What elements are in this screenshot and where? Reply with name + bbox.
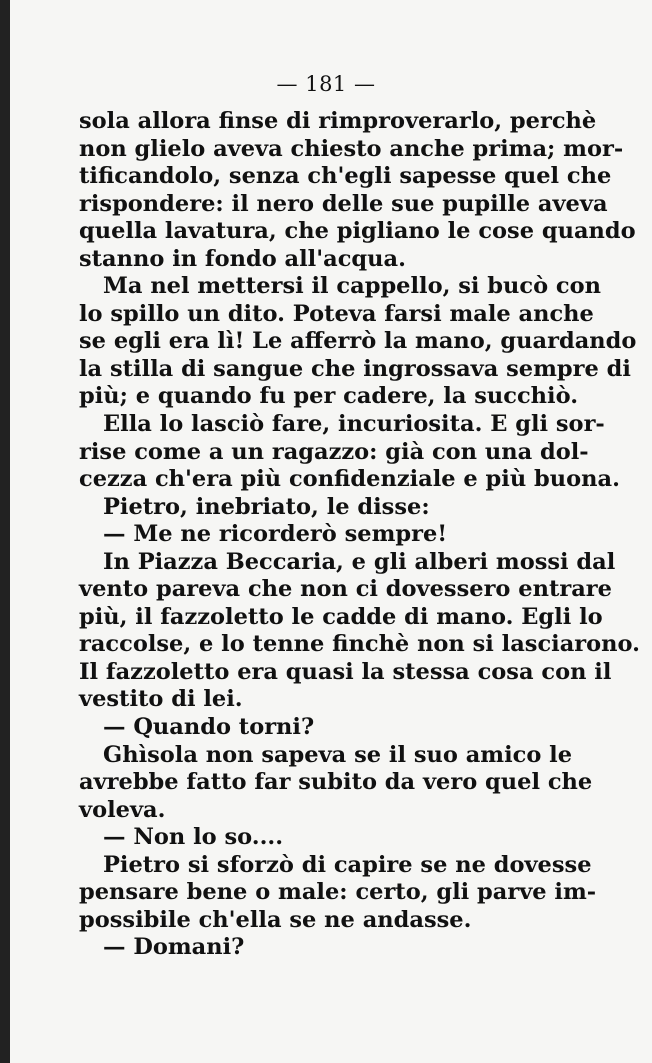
text-line: avrebbe fatto far subito da vero quel che — [79, 769, 593, 796]
binding-gutter — [0, 0, 10, 1063]
text-line: se egli era lì! Le afferrò la mano, guardando — [79, 328, 637, 355]
text-line: Ghìsola non sapeva se il suo amico le — [103, 741, 573, 768]
text-line: vestito di lei. — [79, 686, 243, 713]
text-line: Il fazzoletto era quasi la stessa cosa con il — [79, 658, 612, 685]
text-line: raccolse, e lo tenne finchè non si lasciarono. — [79, 631, 640, 658]
text-line: — Me ne ricorderò sempre! — [103, 521, 448, 548]
text-line: Ma nel mettersi il cappello, si bucò con — [103, 273, 601, 300]
text-line: quella lavatura, che pigliano le cose quando — [79, 218, 636, 245]
text-line: la stilla di sangue che ingrossava sempre di — [79, 355, 631, 382]
text-line: voleva. — [79, 796, 166, 823]
text-line: possibile ch'ella se ne andasse. — [79, 906, 472, 933]
text-line: Pietro si sforzò di capire se ne dovesse — [103, 851, 592, 878]
text-line: stanno in fondo all'acqua. — [79, 245, 406, 272]
body-text — [79, 108, 640, 962]
text-line: più; e quando fu per cadere, la succhiò. — [79, 383, 579, 410]
text-line: — Quando torni? — [103, 714, 315, 741]
text-line: più, il fazzoletto le cadde di mano. Egli lo — [79, 603, 603, 630]
text-line: tificandolo, senza ch'egli sapesse quel che — [79, 163, 612, 190]
text-line: vento pareva che non ci dovessero entrare — [79, 576, 612, 603]
text-line: Ella lo lasciò fare, incuriosita. E gli sor- — [103, 411, 605, 438]
text-line: rispondere: il nero delle sue pupille aveva — [79, 190, 608, 217]
text-line: cezza ch'era più confidenziale e più buona. — [79, 466, 620, 493]
text-line: pensare bene o male: certo, gli parve im- — [79, 879, 597, 906]
text-line: — Domani? — [103, 934, 245, 961]
text-line: rise come a un ragazzo: già con una dol- — [79, 438, 589, 465]
text-line: Pietro, inebriato, le disse: — [103, 493, 430, 520]
text-line: — Non lo so.... — [103, 824, 284, 851]
text-line: lo spillo un dito. Poteva farsi male anche — [79, 300, 594, 327]
page-number: — 181 — — [276, 72, 376, 96]
text-line: non glielo aveva chiesto anche prima; mor- — [79, 135, 624, 162]
text-line: sola allora finse di rimproverarlo, perchè — [79, 108, 597, 134]
text-line: In Piazza Beccaria, e gli alberi mossi dal — [103, 548, 616, 575]
